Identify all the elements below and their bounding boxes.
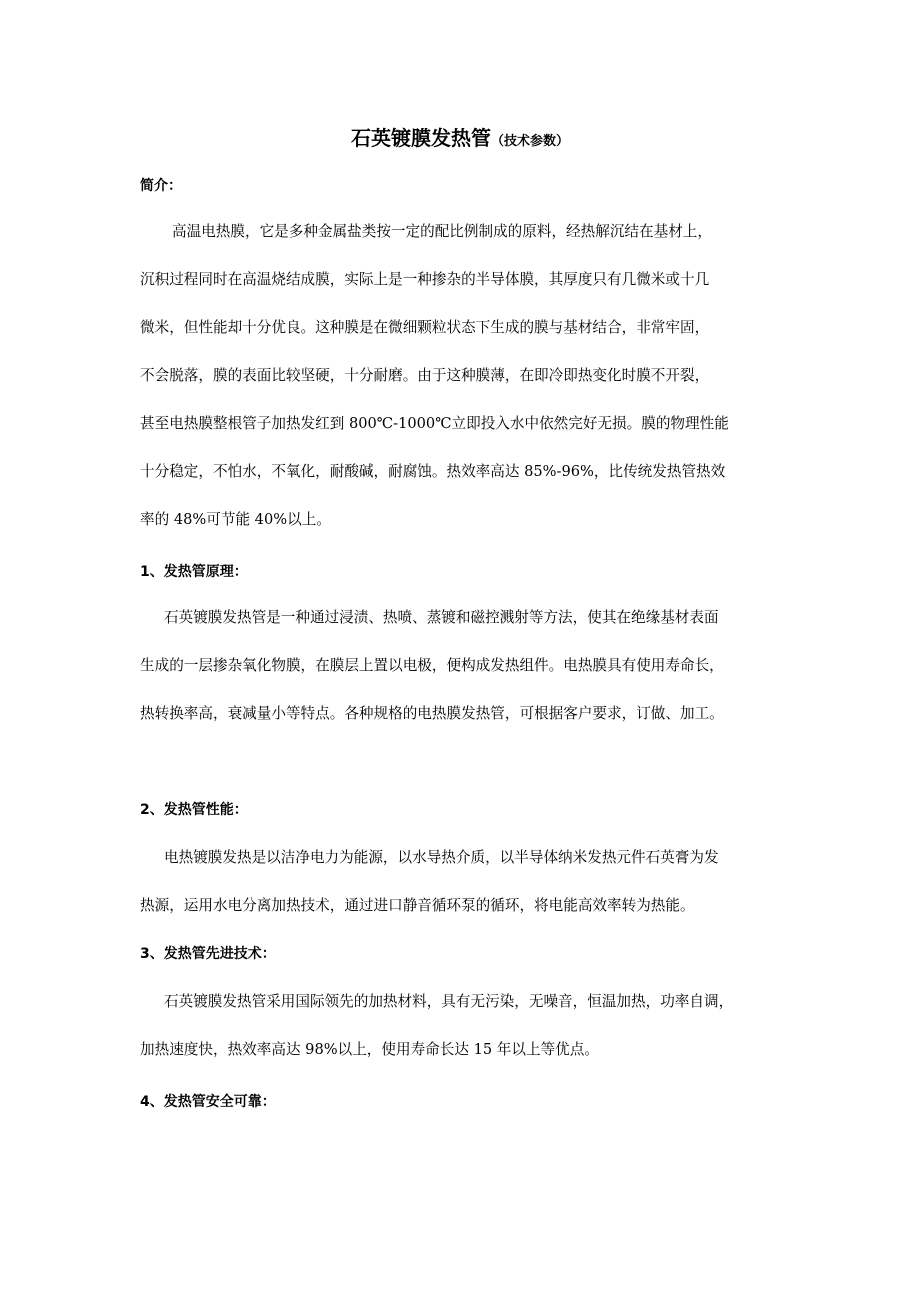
document-title <box>0 124 920 156</box>
section1-line: 生成的一层掺杂氧化物膜，在膜层上置以电极，便构成发热组件。电热膜具有使用寿命长， <box>140 657 724 674</box>
section2-line: 电热镀膜发热是以洁净电力为能源，以水导热介质，以半导体纳米发热元件石英膏为发 <box>164 849 719 866</box>
intro-line: 微米，但性能却十分优良。这种膜是在微细颗粒状态下生成的膜与基材结合，非常牢固， <box>140 319 710 336</box>
title-note: （技术参数） <box>490 134 569 149</box>
section3-line: 加热速度快，热效率高达 98%以上，使用寿命长达 15 年以上等优点。 <box>140 1041 599 1058</box>
section3-heading: 3、发热管先进技术： <box>140 946 276 962</box>
intro-line: 沉积过程同时在高温烧结成膜，实际上是一种掺杂的半导体膜，其厚度只有几微米或十几 <box>140 271 710 288</box>
intro-line: 率的 48%可节能 40%以上。 <box>140 511 331 528</box>
section1-line: 热转换率高，衰减量小等特点。各种规格的电热膜发热管，可根据客户要求，订做、加工。 <box>140 705 724 722</box>
title-main: 石英镀膜发热管 <box>350 126 491 150</box>
section2-heading: 2、发热管性能： <box>140 802 248 818</box>
intro-line: 甚至电热膜整根管子加热发红到 800℃-1000℃立即投入水中依然完好无损。膜的物理性能 <box>140 415 729 432</box>
section2-line: 热源，运用水电分离加热技术，通过进口静音循环泵的循环，将电能高效率转为热能。 <box>140 897 695 914</box>
section3-line: 石英镀膜发热管采用国际领先的加热材料，具有无污染，无噪音，恒温加热，功率自调， <box>164 993 734 1010</box>
intro-line: 不会脱落，膜的表面比较坚硬，十分耐磨。由于这种膜薄，在即冷即热变化时膜不开裂， <box>140 367 710 384</box>
section4-heading: 4、发热管安全可靠： <box>140 1094 276 1110</box>
intro-line: 高温电热膜，它是多种金属盐类按一定的配比例制成的原料，经热解沉结在基材上， <box>172 223 712 240</box>
intro-line: 十分稳定，不怕水，不氧化，耐酸碱，耐腐蚀。热效率高达 85%-96%，比传统发热管热效 <box>140 463 726 480</box>
section1-heading: 1、发热管原理： <box>140 564 248 580</box>
section1-line: 石英镀膜发热管是一种通过浸渍、热喷、蒸镀和磁控溅射等方法，使其在绝缘基材表面 <box>164 609 719 626</box>
intro-heading: 简介： <box>140 178 182 194</box>
